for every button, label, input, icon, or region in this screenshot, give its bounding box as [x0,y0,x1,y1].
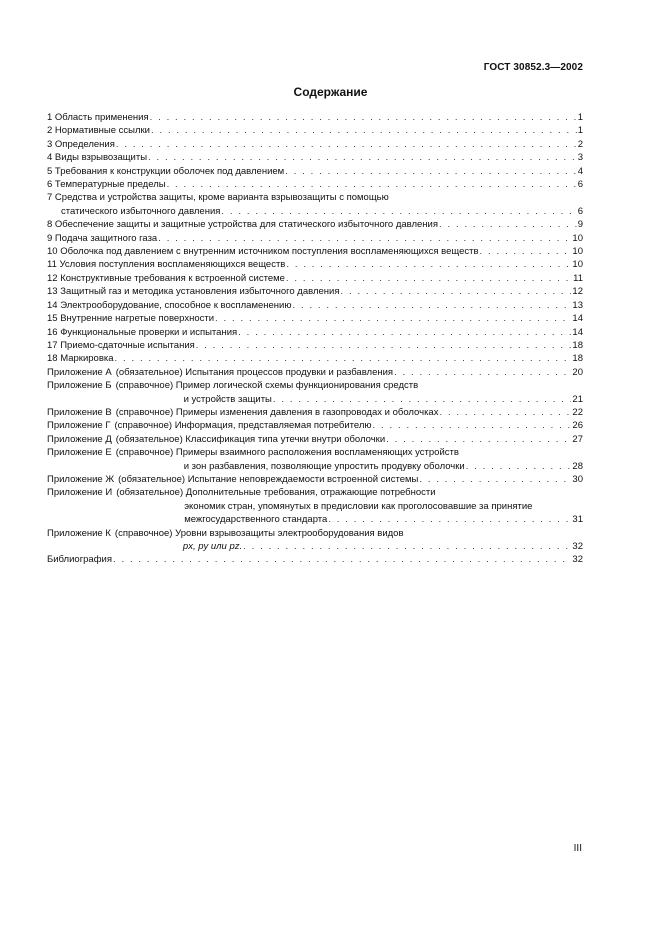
toc-entry-page: 1 [577,112,583,123]
appendix-line-text: (справочное) Примеры изменения давления в газопроводах и оболочках [115,406,439,418]
appendix-line [116,486,583,499]
page-number: III [573,843,582,854]
toc-entry-line [47,245,583,258]
toc-entry-line [47,285,583,298]
appendix-body [116,486,583,526]
toc-entry-line [47,339,583,352]
toc-entry-label: 9 Подача защитного газа [47,232,158,244]
appendix-line-text: и зон разбавления, позволяющие упростить продувку оболочки [183,460,465,472]
toc-entry-line [47,352,583,365]
toc-entry[interactable] [47,124,583,137]
toc-entry-label: 13 Защитный газ и методика установления избыточного давления [47,286,340,298]
leader-dots [158,232,571,245]
appendix-body [116,433,583,446]
appendix-body [118,473,583,486]
leader-dots [115,352,572,365]
toc-entry-line [47,111,583,124]
appendix-body [115,527,583,554]
toc-entry-page: 1 [577,125,583,137]
leader-dots [113,553,571,566]
appendix-line [116,446,583,459]
leader-dots [273,393,572,406]
toc-entry-line [47,272,583,285]
appendix-line [116,460,583,473]
leader-dots [286,258,571,271]
toc-entry-page: 31 [572,514,583,526]
appendix-heading: Приложение К [47,527,111,539]
toc-entry-label: 2 Нормативные ссылки [47,125,150,137]
appendix-line [116,513,583,526]
toc-appendix-entry[interactable] [47,379,583,406]
toc-entry-page: 21 [572,393,583,405]
toc-appendix-entry[interactable] [47,446,583,473]
toc-entry-label: 10 Оболочка под давлением с внутренним источником поступления воспламеняющихся веществ [47,246,479,258]
toc-entry-line [47,151,583,164]
toc-appendix-entry[interactable] [47,473,583,486]
appendix-heading: Приложение И [47,487,113,499]
toc-entry-page: 2 [577,138,583,150]
toc-entry-page: 20 [572,366,583,378]
toc-entry-page: 12 [572,286,583,298]
toc-entry-line [47,299,583,312]
toc-entry-page: 18 [572,339,583,351]
toc-entry-line [47,218,583,231]
toc-entry[interactable] [47,352,583,365]
appendix-line-text: (обязательное) Испытания процессов продувки и разбавления [115,366,394,378]
leader-dots [221,205,576,218]
leader-dots [373,419,572,432]
appendix-line [116,379,583,392]
toc-appendix-entry[interactable] [47,419,583,432]
toc-entry-page: 30 [572,473,583,485]
toc-entry-page: 14 [572,326,583,338]
toc-entry-label: 3 Определения [47,138,115,150]
leader-dots [243,540,571,553]
toc-entry-label: 15 Внутренние нагретые поверхности [47,313,215,325]
toc-entry[interactable] [47,111,583,124]
appendix-heading: Приложение Г [47,420,111,432]
toc-entry-page: 32 [572,554,583,566]
toc-entry-page: 10 [572,246,583,258]
leader-dots [285,165,576,178]
toc-entry[interactable] [47,151,583,164]
toc-entry-line [47,178,583,191]
toc-entry-line [47,312,583,325]
leader-dots [386,433,571,446]
toc-entry-label: 11 Условия поступления воспламеняющихся веществ [47,259,286,271]
toc-entry-label: 4 Виды взрывозащиты [47,152,148,164]
appendix-line [116,366,583,379]
appendix-body [116,379,583,406]
toc-entry-page: 4 [577,165,583,177]
appendix-line-text: (справочное) Информация, представляемая потребителю [114,420,372,432]
toc-entry-label: 17 Приемо-сдаточные испытания [47,339,195,351]
leader-dots [439,406,571,419]
toc-entry[interactable] [47,165,583,178]
leader-dots [466,460,572,473]
toc-entry-line [47,138,583,151]
toc-entry-label: 8 Обеспечение защиты и защитные устройства для статического избыточного давления [47,219,439,231]
appendix-line-text: (справочное) Уровни взрывозащиты электрооборудования видов [114,527,404,539]
appendix-heading: Приложение А [47,366,112,378]
appendix-line [116,433,583,446]
document-id: ГОСТ 30852.3—2002 [483,62,583,73]
toc-entry-label: 5 Требования к конструкции оболочек под давлением [47,165,285,177]
appendix-line [118,473,583,486]
appendix-body [116,446,583,473]
appendix-line-text: (обязательное) Испытание неповреждаемости встроенной системы [118,473,419,485]
toc-entry[interactable] [47,312,583,325]
appendix-line-text: экономик стран, упомянутых в предисловии как проголосовавшие за принятие [184,500,533,512]
toc-entry[interactable] [47,258,583,271]
appendix-body [116,366,583,379]
toc-entry-page: 27 [572,433,583,445]
leader-dots [328,513,571,526]
toc-entry-page: 9 [577,219,583,231]
toc-entry-page: 6 [577,205,583,217]
toc-entry-page: 3 [577,152,583,164]
leader-dots [480,245,572,258]
toc-appendix-entry[interactable] [47,433,583,446]
toc-entry-page: 6 [577,179,583,191]
toc-entry-label: 1 Область применения [47,112,149,123]
toc-appendix-entry[interactable] [47,406,583,419]
appendix-line-text: (справочное) Пример логической схемы функционирования средств [115,380,419,392]
appendix-line-text: (обязательное) Дополнительные требования, отражающие потребности [116,487,436,499]
leader-dots [148,151,577,164]
leader-dots [394,366,571,379]
toc-entry-page: 32 [572,541,583,552]
toc-entry-line [47,205,583,218]
appendix-heading: Приложение В [47,406,112,418]
toc-entry[interactable] [47,339,583,352]
appendix-heading: Приложение Д [47,433,112,445]
toc-entry-line [47,326,583,339]
appendix-line [115,527,583,540]
leader-dots [151,124,577,137]
toc-entry-page: 18 [572,353,583,365]
toc-entry-page: 22 [572,406,583,418]
appendix-line-text: (справочное) Примеры взаимного расположения воспламеняющих устройств [115,447,459,459]
page-title: Содержание [293,85,368,99]
toc-entry-label: Библиография [47,554,112,566]
leader-dots [340,285,571,298]
toc-entry-label: 16 Функциональные проверки и испытания [47,326,238,338]
toc-entry-page: 13 [572,299,583,311]
leader-dots [215,312,571,325]
toc-entry[interactable] [47,245,583,258]
leader-dots [286,272,572,285]
toc-entry-label: 7 Средства и устройства защиты, кроме варианта взрывозащиты с помощью [47,192,389,204]
toc-appendix-entry[interactable] [47,527,583,554]
toc-entry-line [47,165,583,178]
toc-entry-label: 14 Электрооборудование, способное к воспламенению [47,299,292,311]
toc-entry-line [47,232,583,245]
appendix-body [115,419,583,432]
leader-dots [238,326,571,339]
toc-entry-line [47,124,583,137]
appendix-heading: Приложение Е [47,447,112,459]
toc-entry[interactable] [47,138,583,151]
leader-dots [293,299,572,312]
appendix-line [115,540,583,553]
appendix-line [116,406,583,419]
appendix-line-text: (обязательное) Классификация типа утечки внутри оболочки [115,433,386,445]
toc-entry[interactable] [47,178,583,191]
toc-entry[interactable] [47,299,583,312]
toc-entry-page: 28 [572,460,583,472]
leader-dots [167,178,577,191]
toc-entry-page: 10 [572,259,583,271]
table-of-contents [47,111,583,567]
toc-entry-page: 26 [572,420,583,432]
toc-entry-label-cont: статического избыточного давления [61,205,221,217]
toc-appendix-entry[interactable] [47,366,583,379]
toc-entry-page: 11 [573,272,583,284]
appendix-line-text: и устройств защиты [183,393,272,405]
appendix-heading: Приложение Ж [47,473,115,485]
appendix-line-text: межгосударственного стандарта [184,514,328,526]
appendix-body [116,406,583,419]
leader-dots [439,218,577,231]
leader-dots [196,339,572,352]
appendix-line [116,393,583,406]
appendix-line [116,500,583,513]
toc-entry-label: 18 Маркировка [47,353,114,365]
toc-entry[interactable] [47,326,583,339]
appendix-line-text: px, py или pz. [182,541,243,552]
toc-bibliography-entry[interactable] [47,553,583,566]
toc-entry[interactable] [47,218,583,231]
toc-entry[interactable] [47,272,583,285]
toc-entry-label: 12 Конструктивные требования к встроенной системе [47,272,285,284]
toc-entry[interactable] [47,285,583,298]
appendix-line [115,419,583,432]
appendix-heading: Приложение Б [47,380,112,392]
leader-dots [116,138,577,151]
toc-entry-line [47,258,583,271]
leader-dots [419,473,571,486]
toc-entry-page: 14 [572,313,583,325]
toc-entry-line [47,553,583,566]
leader-dots [150,111,577,124]
toc-entry-label: 6 Температурные пределы [47,179,166,191]
toc-appendix-entry[interactable] [47,486,583,526]
toc-entry-line [47,191,583,204]
toc-entry[interactable] [47,232,583,245]
toc-entry-page: 10 [572,232,583,244]
toc-entry[interactable] [47,191,583,218]
